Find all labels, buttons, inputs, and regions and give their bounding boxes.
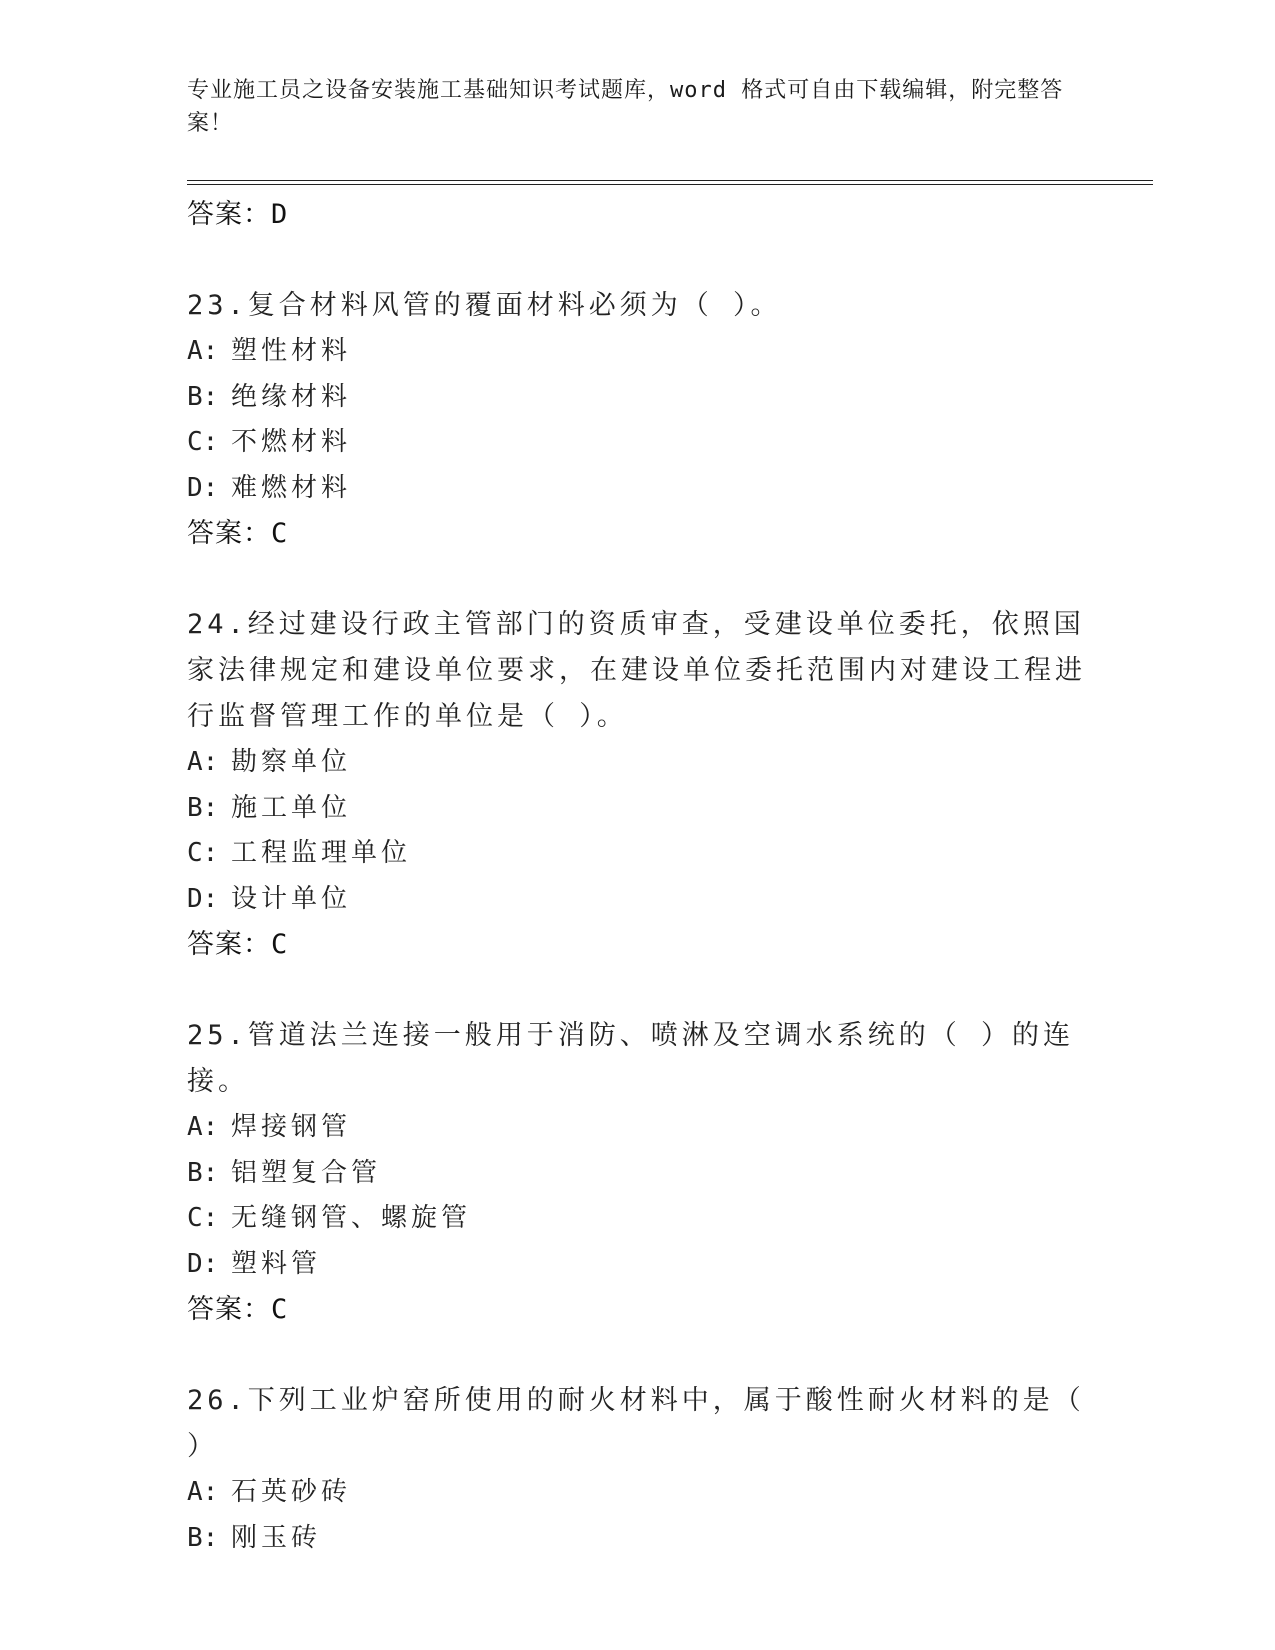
option-b xyxy=(187,375,1087,421)
option-d xyxy=(187,466,1087,512)
option-a xyxy=(187,1470,1087,1516)
answer xyxy=(187,922,1087,967)
lead-answer xyxy=(187,192,1087,237)
option-text: 塑性材料 xyxy=(231,336,352,366)
option-text: 焊接钢管 xyxy=(231,1112,352,1142)
spacer xyxy=(187,967,1087,1013)
option-b xyxy=(187,1151,1087,1197)
option-key: A: xyxy=(187,336,219,366)
question-text xyxy=(187,1378,1087,1470)
spacer xyxy=(187,1332,1087,1378)
option-key: B: xyxy=(187,381,219,412)
question-body: 管道法兰连接一般用于消防、喷淋及空调水系统的（ ）的连接。 xyxy=(187,1020,1075,1097)
option-text: 不燃材料 xyxy=(231,427,352,457)
option-text: 塑料管 xyxy=(231,1248,322,1279)
question-text xyxy=(187,602,1087,740)
question-body: 复合材料风管的覆面材料必须为（ ）。 xyxy=(247,290,782,321)
option-key: D: xyxy=(187,472,219,503)
answer-label: 答案： xyxy=(187,518,271,549)
option-d xyxy=(187,877,1087,923)
answer-value: C xyxy=(271,1294,289,1325)
question-number: 24. xyxy=(187,609,248,640)
header-rule-bottom xyxy=(187,184,1153,185)
question-number: 25. xyxy=(187,1020,248,1051)
option-a xyxy=(187,740,1087,786)
question-body: 下列工业炉窑所使用的耐火材料中，属于酸性耐火材料的是（ ） xyxy=(187,1385,1085,1462)
answer-label: 答案： xyxy=(187,929,271,960)
option-a xyxy=(187,329,1087,375)
option-text: 绝缘材料 xyxy=(231,381,352,412)
option-key: C: xyxy=(187,838,219,868)
option-key: B: xyxy=(187,1157,219,1188)
answer-label: 答案： xyxy=(187,199,271,230)
option-key: A: xyxy=(187,1112,219,1142)
option-c xyxy=(187,420,1087,466)
option-text: 铝塑复合管 xyxy=(231,1157,382,1188)
document-header xyxy=(187,74,1067,140)
question-23 xyxy=(187,283,1087,556)
answer-label: 答案： xyxy=(187,1294,271,1325)
question-26 xyxy=(187,1378,1087,1561)
question-body: 经过建设行政主管部门的资质审查，受建设单位委托，依照国家法律规定和建设单位要求，在建设单位委托范围内对建设工程进行监督管理工作的单位是（ ）。 xyxy=(187,609,1086,732)
option-b xyxy=(187,786,1087,832)
question-number: 26. xyxy=(187,1385,248,1416)
answer-value: C xyxy=(271,929,289,960)
option-b xyxy=(187,1516,1087,1562)
question-list xyxy=(187,192,1087,1561)
answer xyxy=(187,511,1087,556)
option-text: 勘察单位 xyxy=(231,747,352,777)
option-key: D: xyxy=(187,1248,219,1279)
option-text: 设计单位 xyxy=(231,883,352,914)
option-key: D: xyxy=(187,883,219,914)
answer-value: D xyxy=(271,199,289,230)
option-key: B: xyxy=(187,792,219,823)
option-text: 石英砂砖 xyxy=(231,1477,352,1507)
option-c xyxy=(187,831,1087,877)
question-24 xyxy=(187,602,1087,967)
question-number: 23. xyxy=(187,290,248,321)
spacer xyxy=(187,237,1087,283)
option-key: A: xyxy=(187,1477,219,1507)
option-a xyxy=(187,1105,1087,1151)
question-25 xyxy=(187,1013,1087,1332)
question-text xyxy=(187,1013,1087,1105)
option-c xyxy=(187,1196,1087,1242)
option-key: C: xyxy=(187,1203,219,1233)
question-text xyxy=(187,283,1087,329)
option-text: 无缝钢管、螺旋管 xyxy=(231,1203,472,1233)
option-text: 刚玉砖 xyxy=(231,1522,322,1553)
answer-value: C xyxy=(271,518,289,549)
answer xyxy=(187,1287,1087,1332)
option-text: 工程监理单位 xyxy=(231,838,412,868)
header-title: 专业施工员之设备安装施工基础知识考试题库，word 格式可自由下载编辑，附完整答案！ xyxy=(187,78,1064,136)
option-key: A: xyxy=(187,747,219,777)
option-key: B: xyxy=(187,1522,219,1553)
option-text: 施工单位 xyxy=(231,792,352,823)
option-d xyxy=(187,1242,1087,1288)
option-text: 难燃材料 xyxy=(231,472,352,503)
spacer xyxy=(187,556,1087,602)
header-rule-top xyxy=(187,180,1153,181)
option-key: C: xyxy=(187,427,219,457)
